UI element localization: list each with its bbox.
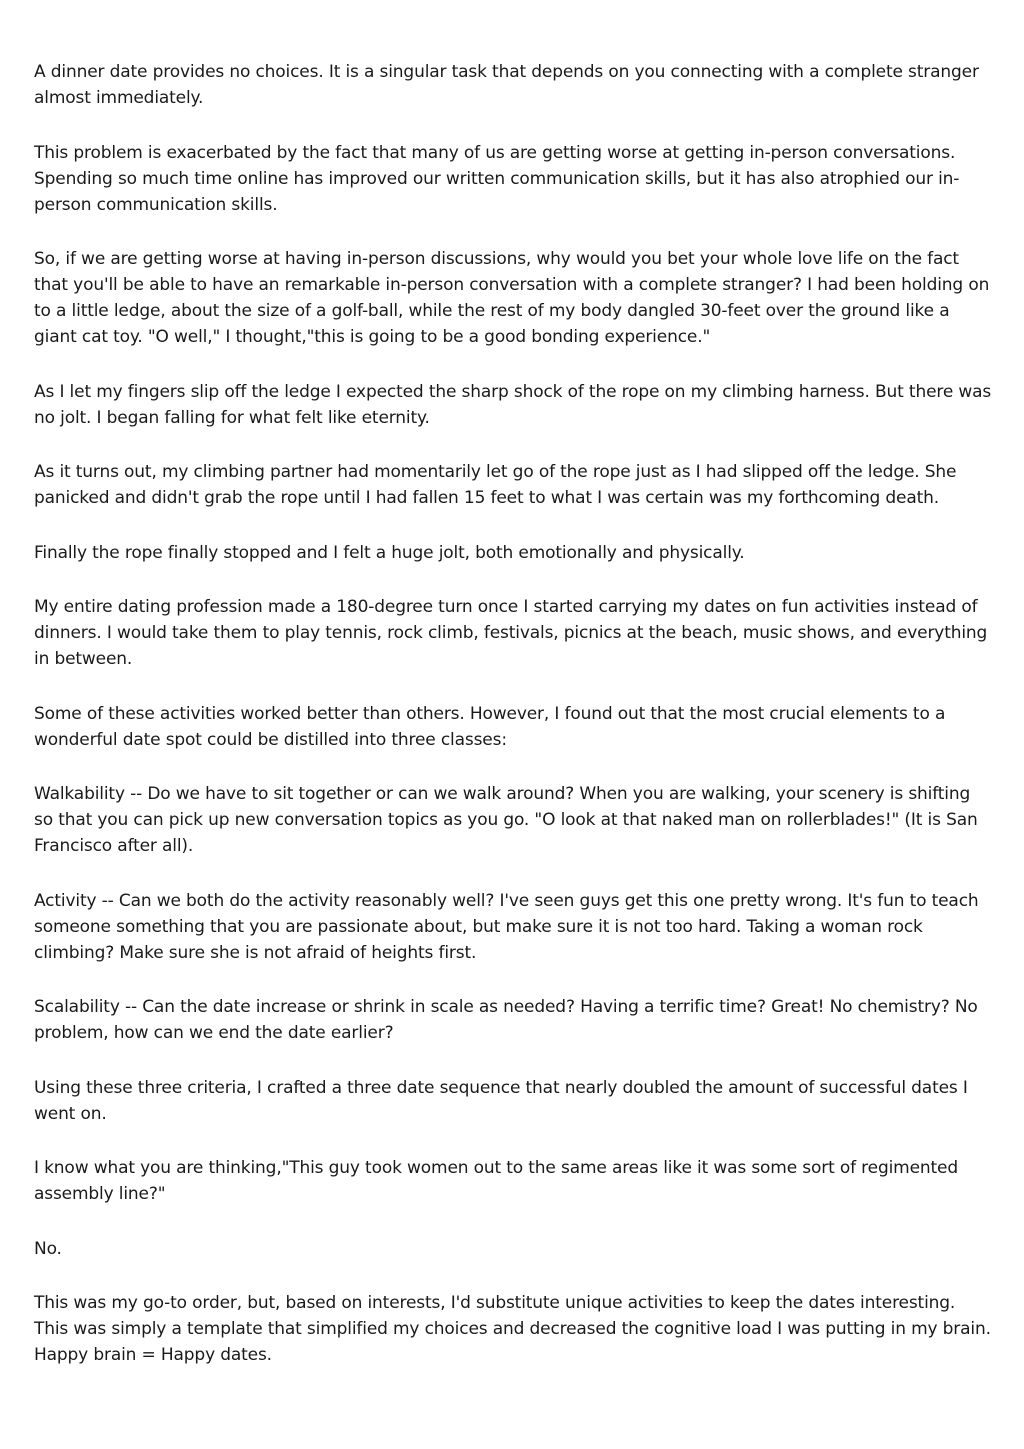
paragraph: Using these three criteria, I crafted a three date sequence that nearly doubled the amount of successful dates I went on. [34, 1077, 968, 1124]
paragraph: So, if we are getting worse at having in-person discussions, why would you bet your whole love life on the fact that you'll be able to have an remarkable in-person conversation with a complete stranger? I had been holding on to a little ledge, about the size of a golf-ball, while the rest of my body dangled 30-feet over the ground like a giant cat toy. "O well," I thought,"this is going to be a good bonding experience." [34, 249, 990, 347]
paragraph: My entire dating profession made a 180-degree turn once I started carrying my dates on fun activities instead of dinners. I would take them to play tennis, rock climb, festivals, picnics at the beach, music shows, and everything in between. [34, 597, 988, 669]
document-body [34, 59, 992, 1397]
paragraph: This was my go-to order, but, based on interests, I'd substitute unique activities to keep the dates interesting. This was simply a template that simplified my choices and decreased the cognitive load I was putting in my brain. Happy brain = Happy dates. [34, 1293, 991, 1365]
paragraph: Finally the rope finally stopped and I felt a huge jolt, both emotionally and physically. [34, 542, 745, 563]
paragraph: Scalability -- Can the date increase or shrink in scale as needed? Having a terrific time? Great! No chemistry? No problem, how can we end the date earlier? [34, 997, 978, 1043]
paragraph: No. [34, 1238, 62, 1259]
paragraph: A dinner date provides no choices. It is a singular task that depends on you connecting with a complete stranger almost immediately. [34, 62, 979, 108]
paragraph: As I let my fingers slip off the ledge I expected the sharp shock of the rope on my climbing harness. But there was no jolt. I began falling for what felt like eternity. [34, 381, 992, 428]
paragraph: This problem is exacerbated by the fact that many of us are getting worse at getting in-person conversations. Spending so much time online has improved our written communication skills, but it has also atrophied our in-person communication skills. [34, 142, 960, 215]
paragraph: Walkability -- Do we have to sit together or can we walk around? When you are walking, your scenery is shifting so that you can pick up new conversation topics as you go. "O look at that naked man on rollerblades!" (It is San Francisco after all). [34, 784, 978, 856]
paragraph: Activity -- Can we both do the activity reasonably well? I've seen guys get this one pretty wrong. It's fun to teach someone something that you are passionate about, but make sure it is not too hard. Taking a woman rock climbing? Make sure she is not afraid of heights first. [34, 890, 979, 963]
paragraph: I know what you are thinking,"This guy took women out to the same areas like it was some sort of regimented assembly line?" [34, 1158, 958, 1204]
paragraph: Some of these activities worked better than others. However, I found out that the most crucial elements to a wonderful date spot could be distilled into three classes: [34, 703, 946, 750]
paragraph: As it turns out, my climbing partner had momentarily let go of the rope just as I had slipped off the ledge. She panicked and didn't grab the rope until I had fallen 15 feet to what I was certain was my forthcoming death. [34, 462, 957, 508]
